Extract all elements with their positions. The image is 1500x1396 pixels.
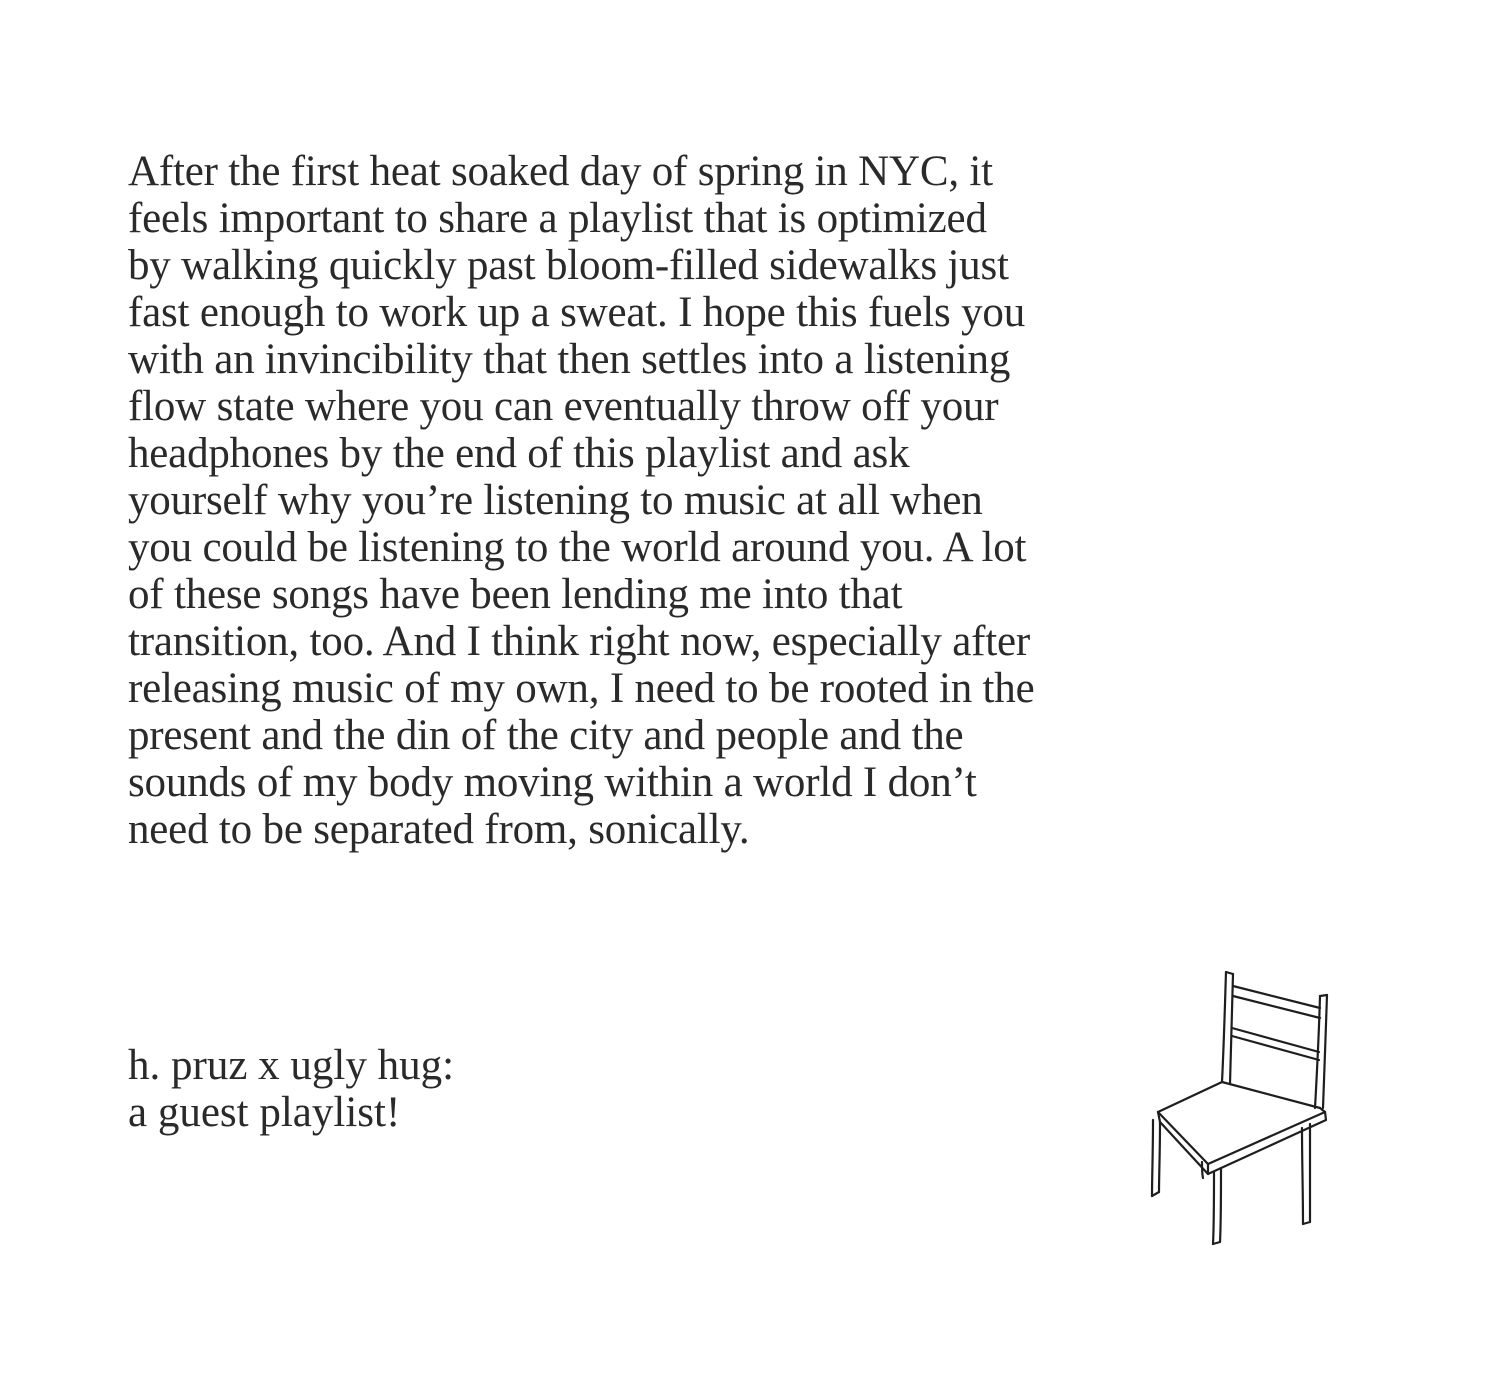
chair-drawing-icon [1140, 962, 1350, 1252]
body-line: with an invincibility that then settles into a listening [128, 336, 1011, 383]
body-line: flow state where you can eventually throw off your [128, 383, 999, 430]
body-line: transition, too. And I think right now, especially after [128, 618, 1030, 665]
body-line: headphones by the end of this playlist and ask [128, 430, 910, 477]
caption [128, 1042, 454, 1136]
body-line: yourself why you’re listening to music at all when [128, 477, 983, 524]
body-line: need to be separated from, sonically. [128, 806, 750, 853]
body-line: present and the din of the city and people and the [128, 712, 964, 759]
body-line: After the first heat soaked day of spring in NYC, it [128, 148, 993, 195]
caption-subtitle: a guest playlist! [128, 1089, 401, 1136]
body-line: fast enough to work up a sweat. I hope this fuels you [128, 289, 1025, 336]
body-line: you could be listening to the world around you. A lot [128, 524, 1027, 571]
body-line: releasing music of my own, I need to be rooted in the [128, 665, 1035, 712]
body-line: of these songs have been lending me into that [128, 571, 903, 618]
body-line: feels important to share a playlist that is optimized [128, 195, 987, 242]
body-line: sounds of my body moving within a world I don’t [128, 759, 977, 806]
body-paragraph [128, 148, 1128, 853]
caption-title: h. pruz x ugly hug: [128, 1042, 455, 1089]
body-line: by walking quickly past bloom-filled sidewalks just [128, 242, 1009, 289]
